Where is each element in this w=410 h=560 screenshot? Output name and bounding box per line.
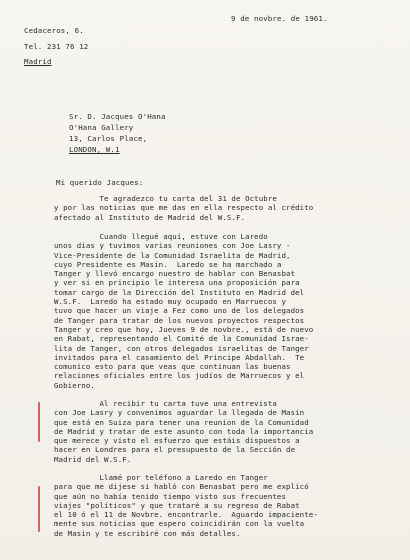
paragraph-line: hacer en Londres para el presupuesto de la Sección de [54, 445, 296, 455]
sender-city: Madrid [24, 57, 52, 66]
paragraph-line: Cuando llegué aquí, estuve con Laredo [54, 232, 268, 241]
paragraph-line: comunico esto para que veas que continuan las buenas [54, 362, 291, 372]
paragraph-line: invitados para el casamiento del Principe Abdallah. Te [54, 352, 305, 362]
paragraph-line: viajes "políticos" y que trataré a su regreso de Rabat [54, 500, 300, 510]
paragraph-line: mente sus noticias que espero coincidirán con la vuelta [54, 519, 305, 529]
salutation: Mi querido Jacques: [56, 178, 144, 187]
paragraph-line: el 10 ó el 11 de Novbre. encontrarle. Aguardo impaciente- [54, 510, 318, 520]
paragraph-line: tuvo que hacer un viaje a Fez como uno de los delegados [54, 306, 305, 316]
paragraph-3 [54, 399, 394, 464]
paragraph-line: de Madrid y tratar de este asunto con toda la importancia [54, 426, 314, 436]
paragraph-line: W.S.F. Laredo ha estado muy ocupado en Marruecos y [54, 297, 287, 307]
paragraph-line: en Rabat, representando el Comité de la Comunidad Israe- [54, 334, 309, 344]
paragraph-line: Llamé por teléfono a Laredo en Tanger [54, 473, 268, 482]
margin-mark-red [38, 486, 40, 532]
paragraph-line: que está en Suiza para tener una reunion de la Comunidad [54, 417, 309, 427]
margin-mark-red [38, 402, 40, 442]
paragraph-line: relaciones oficiales entre los judíos de Marruecos y el [54, 371, 305, 381]
paragraph-line: Madrid del W.S.F. [54, 454, 132, 464]
paragraph-4 [54, 473, 394, 538]
paragraph-line: lita de Tanger, con otros delegados israelitas de Tanger [54, 343, 309, 353]
paragraph-line: de Tanger para tratar de los nuevos proyectos respectos [54, 315, 305, 325]
paragraph-line: Te agradezco tu carta del 31 de Octubre [54, 194, 277, 203]
paragraph-line: tomar cargo de la Dirección del Instituto en Madrid del [54, 287, 305, 297]
recipient-street: 13, Carlos Place, [69, 134, 148, 143]
sender-street: Cedaceros, 6. [24, 26, 84, 35]
paragraph-2 [54, 232, 394, 390]
paragraph-line: afectado al Instituto de Madrid del W.S.F. [54, 212, 246, 222]
paragraph-line: Al recibir tu carta tuve una entrevista [54, 399, 277, 408]
paragraph-line: y ver si en principio le interesa una proposición para [54, 278, 300, 288]
paragraph-line: unos días y tuvimos varias reuniones con Joe Lasry - [54, 241, 291, 251]
paragraph-line: Vice-Presidente de la Comunidad Israelita de Madrid, [54, 250, 291, 260]
paragraph-1 [54, 194, 394, 222]
paragraph-line: Tanger y llevó encargo nuestro de hablar con Benasbat [54, 269, 296, 279]
recipient-gallery: O'Hana Gallery [69, 123, 134, 132]
paragraph-line: de Masin y te escribiré con más detalles. [54, 528, 241, 538]
paragraph-line: con Joe Lasry y convenimos aguardar la llegada de Masin [54, 408, 305, 418]
sender-phone: Tel. 231 76 12 [24, 42, 89, 51]
paragraph-line: que aún no había tenido tiempo visto sus frecuentes [54, 491, 287, 501]
paragraph-line: que merece y visto el esfuerzo que estáis dispuestos a [54, 436, 300, 446]
recipient-city: LONDON, W.1 [69, 145, 120, 154]
paragraph-line: cuyo Presidente es Masin. Laredo se ha marchado a [54, 259, 282, 269]
paragraph-line: Gobierno. [54, 380, 95, 390]
paragraph-line: y por las noticias que me das en ella respecto al crédito [54, 203, 314, 213]
paragraph-line: Tanger y creo que hoy, Jueves 9 de novbre., está de nuevo [54, 324, 314, 334]
paragraph-line: para que me dijese si habló con Benasbat pero me explicó [54, 482, 309, 492]
letter-date: 9 de novbre. de 1961. [231, 14, 328, 23]
recipient-name: Sr. D. Jacques O'Hana [69, 112, 166, 121]
